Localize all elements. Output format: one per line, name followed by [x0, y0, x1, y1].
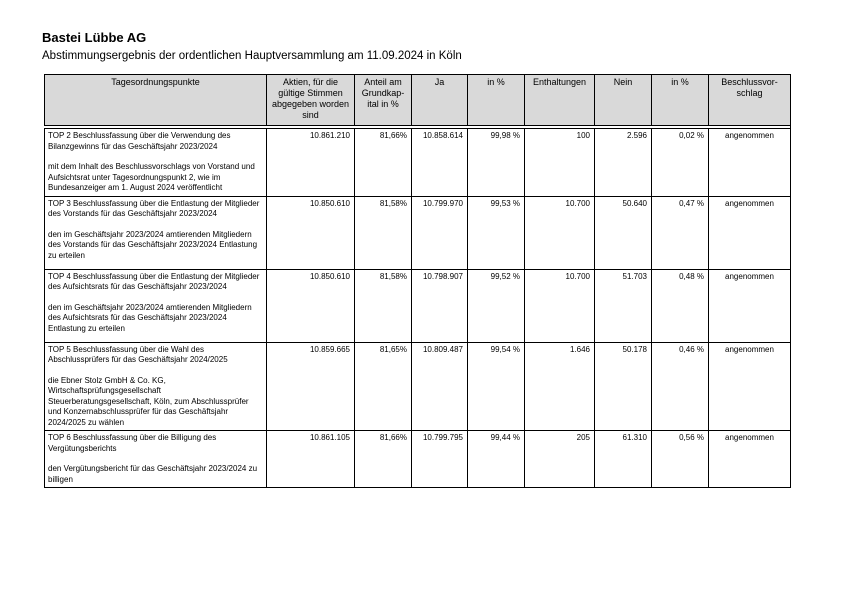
no-pct-cell: 0,47 %: [651, 197, 708, 270]
table-row: [44, 270, 791, 343]
agenda-item-cell: [44, 128, 266, 197]
column-header-yes: Ja: [411, 74, 467, 126]
no-pct-cell: 0,48 %: [651, 270, 708, 343]
document-subtitle: Abstimmungsergebnis der ordentlichen Hauptversammlung am 11.09.2024 in Köln: [42, 50, 462, 62]
no-pct-cell: 0,56 %: [651, 431, 708, 488]
result-cell: angenommen: [708, 431, 791, 488]
shares-cell: 10.859.665: [266, 343, 354, 432]
agenda-item-cell: [44, 197, 266, 270]
agenda-item-cell: [44, 270, 266, 343]
column-header-no: Nein: [594, 74, 651, 126]
yes-pct-cell: 99,52 %: [467, 270, 524, 343]
shares-cell: 10.850.610: [266, 270, 354, 343]
agenda-item-resolution: mit dem Inhalt des Beschlussvorschlags von Vorstand und Aufsichtsrat unter Tagesordnungspunkt 2, wie im Bundesanzeiger am 1. August 2024 veröffentlicht: [48, 162, 255, 192]
result-cell: angenommen: [708, 197, 791, 270]
result-cell: angenommen: [708, 343, 791, 432]
column-header-no-pct: in %: [651, 74, 708, 126]
column-header-proposal: Beschlussvor-schlag: [708, 74, 791, 126]
capital-pct-cell: 81,58%: [354, 197, 411, 270]
column-header-yes-pct: in %: [467, 74, 524, 126]
yes-votes-cell: 10.858.614: [411, 128, 467, 197]
table-body: [44, 126, 791, 488]
capital-pct-cell: 81,58%: [354, 270, 411, 343]
column-header-shares: Aktien, für die gültige Stimmen abgegeben worden sind: [266, 74, 354, 126]
column-header-capital-pct: Anteil am Grundkap-ital in %: [354, 74, 411, 126]
shares-cell: 10.850.610: [266, 197, 354, 270]
abstentions-cell: 10.700: [524, 270, 594, 343]
yes-votes-cell: 10.809.487: [411, 343, 467, 432]
yes-pct-cell: 99,44 %: [467, 431, 524, 488]
agenda-item-title: TOP 3 Beschlussfassung über die Entlastung der Mitglieder des Vorstands für das Geschäftsjahr 2023/2024: [48, 198, 260, 218]
shares-cell: 10.861.210: [266, 128, 354, 197]
voting-results-table: [44, 74, 791, 488]
abstentions-cell: 100: [524, 128, 594, 197]
agenda-item-resolution: den Vergütungsbericht für das Geschäftsjahr 2023/2024 zu billigen: [48, 464, 258, 484]
abstentions-cell: 1.646: [524, 343, 594, 432]
yes-votes-cell: 10.798.907: [411, 270, 467, 343]
agenda-item-cell: [44, 343, 266, 432]
table-row: [44, 431, 791, 488]
yes-pct-cell: 99,54 %: [467, 343, 524, 432]
result-cell: angenommen: [708, 128, 791, 197]
agenda-item-cell: [44, 431, 266, 488]
capital-pct-cell: 81,66%: [354, 431, 411, 488]
agenda-item-title: TOP 5 Beschlussfassung über die Wahl des Abschlussprüfers für das Geschäftsjahr 2024/2025: [48, 344, 228, 364]
no-pct-cell: 0,46 %: [651, 343, 708, 432]
table-row: [44, 128, 791, 197]
agenda-item-title: TOP 2 Beschlussfassung über die Verwendung des Bilanzgewinns für das Geschäftsjahr 2023/2024: [48, 131, 231, 151]
table-row: [44, 197, 791, 270]
yes-pct-cell: 99,53 %: [467, 197, 524, 270]
yes-pct-cell: 99,98 %: [467, 128, 524, 197]
agenda-item-resolution: den im Geschäftsjahr 2023/2024 amtierenden Mitgliedern des Aufsichtsrats für das Geschäftsjahr 2023/2024 Entlastung zu erteilen: [48, 302, 252, 333]
document-title: Bastei Lübbe AG: [42, 30, 147, 45]
result-cell: angenommen: [708, 270, 791, 343]
agenda-item-title: TOP 6 Beschlussfassung über die Billigung des Vergütungsberichts: [48, 433, 217, 453]
no-votes-cell: 61.310: [594, 431, 651, 488]
abstentions-cell: 10.700: [524, 197, 594, 270]
table-header-row: [44, 74, 791, 126]
no-votes-cell: 2.596: [594, 128, 651, 197]
no-votes-cell: 50.178: [594, 343, 651, 432]
no-votes-cell: 50.640: [594, 197, 651, 270]
yes-votes-cell: 10.799.795: [411, 431, 467, 488]
no-votes-cell: 51.703: [594, 270, 651, 343]
no-pct-cell: 0,02 %: [651, 128, 708, 197]
abstentions-cell: 205: [524, 431, 594, 488]
agenda-item-resolution: den im Geschäftsjahr 2023/2024 amtierenden Mitgliedern des Vorstands für das Geschäftsjahr 2023/2024 Entlastung zu erteilen: [48, 229, 258, 260]
shares-cell: 10.861.105: [266, 431, 354, 488]
yes-votes-cell: 10.799.970: [411, 197, 467, 270]
table-row: [44, 343, 791, 432]
agenda-item-resolution: die Ebner Stolz GmbH & Co. KG, Wirtschaftsprüfungsgesellschaft Steuerberatungsgesellschaft, Köln, zum Abschlussprüfer und Konzernabschlussprüfer für das Geschäftsjahr 2024/2025 zu wählen: [48, 375, 249, 427]
column-header-abstentions: Enthaltungen: [524, 74, 594, 126]
capital-pct-cell: 81,65%: [354, 343, 411, 432]
column-header-topics: Tagesordnungspunkte: [44, 74, 266, 126]
capital-pct-cell: 81,66%: [354, 128, 411, 197]
agenda-item-title: TOP 4 Beschlussfassung über die Entlastung der Mitglieder des Aufsichtsrats für das Geschäftsjahr 2023/2024: [48, 271, 260, 291]
